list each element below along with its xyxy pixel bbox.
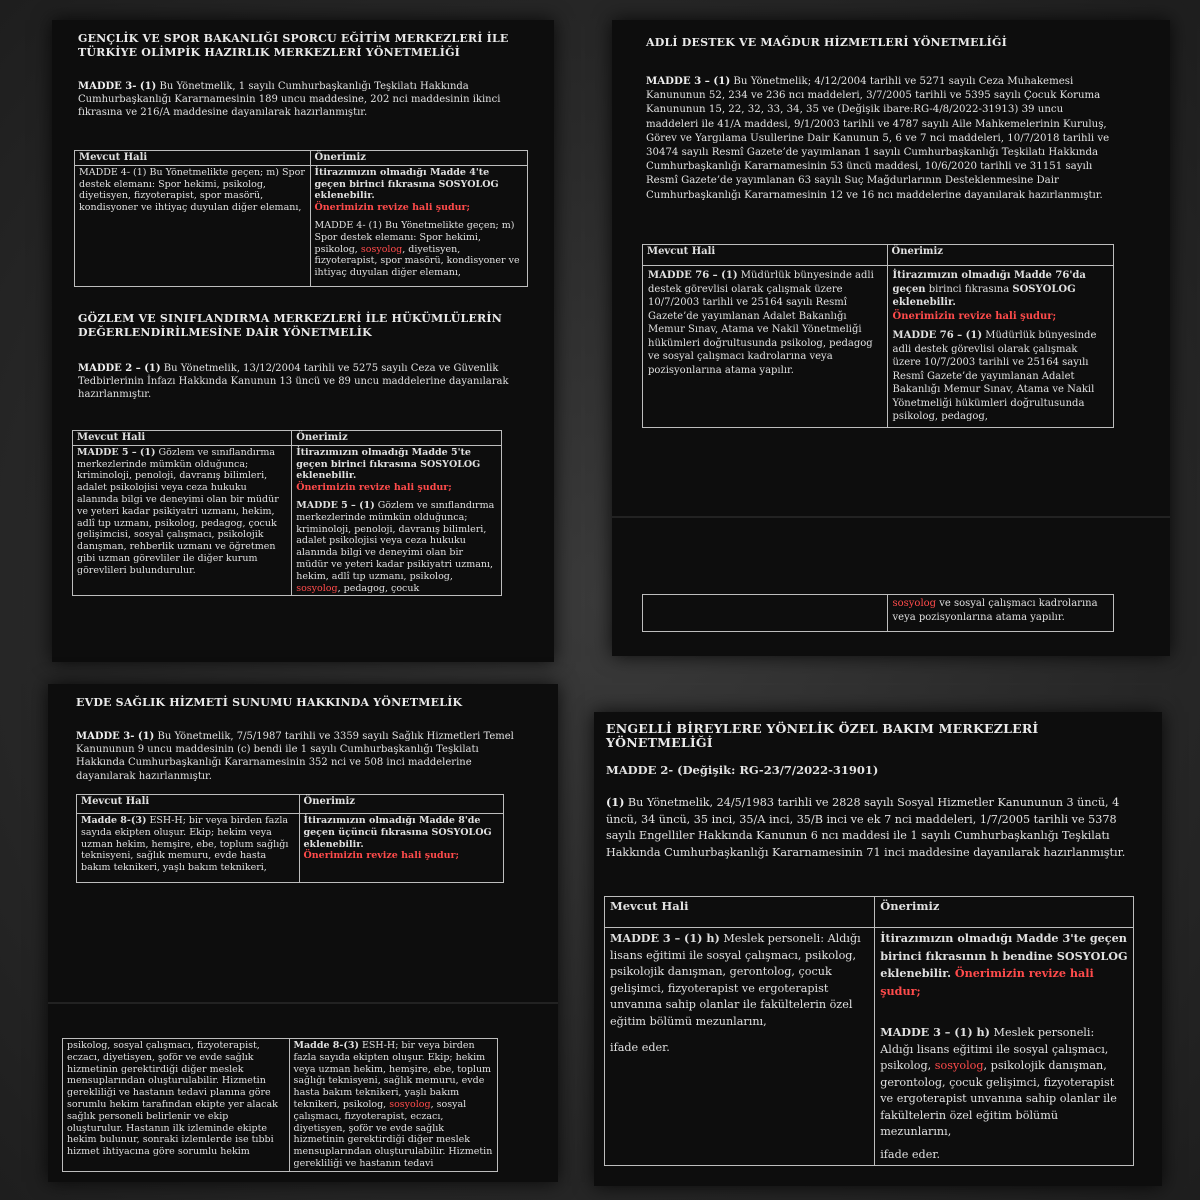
doc5-title: ENGELLİ BİREYLERE YÖNELİK ÖZEL BAKIM MERKEZLERİ YÖNETMELİĞİ — [606, 721, 1039, 750]
doc2-comparison-table — [72, 430, 502, 596]
doc4-right-cell: İtirazımızın olmadığı Madde 8'de geçen üçüncü fıkrasına SOSYOLOG eklenebilir. Önerimizin revize hali şudur; — [299, 814, 504, 883]
doc1-col-right: Önerimiz — [310, 151, 528, 166]
doc3-continuation-table — [642, 594, 1114, 632]
doc4-continuation-table — [62, 1038, 498, 1172]
doc2-col-right: Önerimiz — [292, 431, 502, 446]
doc4-left-cell: Madde 8-(3) ESH-H; bir veya birden fazla sayıda ekipten oluşur. Ekip; hekim veya uzman hekim, hemşire, ebe, toplum sağlığı teknisyeni, sağlık memuru, evde hasta bakım teknikeri, yaşlı bakım teknikeri, — [77, 814, 300, 883]
doc1-left-cell: MADDE 4- (1) Bu Yönetmelikte geçen; m) Spor destek elemanı: Spor hekimi, psikolog, diyetisyen, fizyoterapist, spor masörü, kondisyoner ve ihtiyaç duyulan diğer elemanı, — [75, 165, 311, 286]
doc5-right-cell: İtirazımızın olmadığı Madde 3'te geçen birinci fıkrasının h bendine SOSYOLOG eklenebilir. Önerimizin revize hali şudur; MADDE 3 – (1) h) Meslek personeli: Aldığı lisans eğitimi ile sosyal çalışmacı, psikolog, sosyolog, psikolojik danışman, gerontolog, çocuk gelişimci, fizyoterapist ve ergoterapist unvanına sahip olanlar ile fakültelerin özel eğitim bölümü mezunlarını, ifade eder. — [875, 928, 1134, 1166]
doc4-comparison-table — [76, 794, 504, 883]
doc4-col-right: Önerimiz — [299, 795, 504, 814]
doc3-cont-left-cell — [643, 595, 888, 632]
doc4-title: EVDE SAĞLIK HİZMETİ SUNUMU HAKKINDA YÖNETMELİK — [76, 696, 463, 709]
doc3-comparison-table — [642, 244, 1114, 428]
doc1-title: GENÇLİK VE SPOR BAKANLIĞI SPORCU EĞİTİM MERKEZLERİ İLE TÜRKİYE OLİMPİK HAZIRLIK MERKEZLERİ YÖNETMELİĞİ — [78, 32, 509, 59]
doc4-madde: MADDE 3- (1) Bu Yönetmelik, 7/5/1987 tarihli ve 3359 sayılı Sağlık Hizmetleri Temel Kanununun 9 uncu maddesinin (c) bendi ile 1 sayılı Cumhurbaşkanlığı Teşkilatı Hakkında Cumhurbaşkanlığı Kararnamesinin 352 nci ve 508 inci maddelerine dayanılarak hazırlanmıştır. — [76, 731, 514, 782]
doc-page-adli-destek — [612, 20, 1170, 656]
page-break-divider — [612, 516, 1170, 518]
doc3-left-cell: MADDE 76 – (1) Müdürlük bünyesinde adli destek görevlisi olarak çalışmak üzere 10/7/2003 tarihli ve 25164 sayılı Resmî Gazete’de yayımlanan Adalet Bakanlığı Memur Sınav, Atama ve Nakil Yönetmeliği hükümleri doğrultusunda psikolog, pedagog ve sosyal çalışmacı kadrolarına veya pozisyonlarına atama yapılır. — [643, 266, 888, 428]
doc5-paragraph: (1) Bu Yönetmelik, 24/5/1983 tarihli ve 2828 sayılı Sosyal Hizmetler Kanununun 3 üncü, 4 üncü, 34 üncü, 35 inci, 35/A inci, 35/B inci ve ek 7 nci maddeleri, 1/7/2005 tarihli ve 5378 sayılı Engelliler Hakkında Kanunun 6 ncı maddesi ile 1 sayılı Cumhurbaşkanlığı Teşkilatı Hakkında Cumhurbaşkanlığı Kararnamesinin 71 inci maddesine dayanılarak hazırlanmıştır. — [606, 795, 1126, 859]
doc4-col-left: Mevcut Hali — [77, 795, 300, 814]
doc3-title: ADLİ DESTEK VE MAĞDUR HİZMETLERİ YÖNETMELİĞİ — [646, 36, 1007, 49]
doc-page-sporcu-gozlem — [52, 20, 554, 662]
page-break-divider — [48, 1002, 558, 1004]
doc1-comparison-table — [74, 150, 528, 287]
doc5-col-left: Mevcut Hali — [605, 897, 875, 928]
doc2-right-cell: İtirazımızın olmadığı Madde 5'te geçen birinci fıkrasına SOSYOLOG eklenebilir. Önerimizin revize hali şudur; MADDE 5 – (1) Gözlem ve sınıflandırma merkezlerinde mümkün olduğunca; kriminoloji, penoloji, davranış bilimleri, adalet psikolojisi veya ceza hukuku alanında bilgi ve deneyimi olan bir müdür ve yeteri kadar psikiyatri uzmanı, hekim, adlî tıp uzmanı, psikolog, sosyolog, pedagog, çocuk — [292, 445, 502, 596]
doc2-left-cell: MADDE 5 – (1) Gözlem ve sınıflandırma merkezlerinde mümkün olduğunca; kriminoloji, penoloji, davranış bilimleri, adalet psikolojisi veya ceza hukuku alanında bilgi ve deneyimi olan bir müdür ve yeteri kadar psikiyatri uzmanı, hekim, adlî tıp uzmanı, psikolog, pedagog, çocuk gelişimcisi, sosyal çalışmacı, psikolojik danışman, rehberlik uzmanı ve öğretmen gibi uzman görevliler ile diğer kurum görevlileri bulundurulur. — [73, 445, 292, 596]
doc2-madde: MADDE 2 – (1) Bu Yönetmelik, 13/12/2004 tarihli ve 5275 sayılı Ceza ve Güvenlik Tedbirlerinin İnfazı Hakkında Kanunun 13 üncü ve 89 uncu maddelerine dayanılarak hazırlanmıştır. — [78, 363, 509, 401]
doc1-madde: MADDE 3- (1) Bu Yönetmelik, 1 sayılı Cumhurbaşkanlığı Teşkilatı Hakkında Cumhurbaşkanlığı Kararnamesinin 189 uncu maddesine, 202 nci maddesinin ikinci fıkrasına ve 216/A maddesine dayanılarak hazırlanmıştır. — [78, 81, 501, 119]
doc-page-engelli-bakim — [594, 712, 1162, 1186]
doc3-cont-right-cell: sosyolog ve sosyal çalışmacı kadrolarına veya pozisyonlarına atama yapılır. — [887, 595, 1114, 632]
doc5-col-right: Önerimiz — [875, 897, 1134, 928]
doc2-title: GÖZLEM VE SINIFLANDIRMA MERKEZLERİ İLE HÜKÜMLÜLERİN DEĞERLENDİRİLMESİNE DAİR YÖNETMELİK — [78, 312, 502, 339]
doc2-col-left: Mevcut Hali — [73, 431, 292, 446]
doc1-col-left: Mevcut Hali — [75, 151, 311, 166]
doc3-col-right: Önerimiz — [887, 245, 1114, 266]
doc1-right-cell: İtirazımızın olmadığı Madde 4'te geçen birinci fıkrasına SOSYOLOG eklenebilir. Önerimizin revize hali şudur; MADDE 4- (1) Bu Yönetmelikte geçen; m) Spor destek elemanı: Spor hekimi, psikolog, sosyolog, diyetisyen, fizyoterapist, spor masörü, kondisyoner ve ihtiyaç duyulan diğer elemanı, — [310, 165, 528, 286]
doc4-cont-right-cell: Madde 8-(3) ESH-H; bir veya birden fazla sayıda ekipten oluşur. Ekip; hekim veya uzman hekim, hemşire, ebe, toplum sağlığı teknisyeni, sağlık memuru, evde hasta bakım teknikeri, yaşlı bakım teknikeri, psikolog, sosyolog, sosyal çalışmacı, fizyoterapist, eczacı, diyetisyen, şoför ve evde sağlık hizmetinin gerektirdiği diğer meslek mensuplarından oluşturulabilir. Hizmetin gerekliliği ve hastanın tedavi — [289, 1039, 498, 1172]
doc5-left-cell: MADDE 3 – (1) h) Meslek personeli: Aldığı lisans eğitimi ile sosyal çalışmacı, psikolog, psikolojik danışman, gerontolog, çocuk gelişimci, fizyoterapist ve ergoterapist unvanına sahip olanlar ile fakültelerin özel eğitim bölümü mezunlarını, ifade eder. — [605, 928, 875, 1166]
doc5-comparison-table — [604, 896, 1134, 1166]
doc3-right-cell: İtirazımızın olmadığı Madde 76'da geçen birinci fıkrasına SOSYOLOG eklenebilir. Önerimizin revize hali şudur; MADDE 76 – (1) Müdürlük bünyesinde adli destek görevlisi olarak çalışmak üzere 10/7/2003 tarihli ve 25164 sayılı Resmî Gazete’de yayımlanan Adalet Bakanlığı Memur Sınav, Atama ve Nakil Yönetmeliği hükümleri doğrultusunda psikolog, pedagog, — [887, 266, 1114, 428]
doc5-madde-head: MADDE 2- (Değişik: RG-23/7/2022-31901) — [606, 763, 879, 777]
doc3-col-left: Mevcut Hali — [643, 245, 888, 266]
doc3-madde: MADDE 3 – (1) Bu Yönetmelik; 4/12/2004 tarihli ve 5271 sayılı Ceza Muhakemesi Kanununun 52, 234 ve 236 ncı maddeleri, 3/7/2005 tarihli ve 5395 sayılı Çocuk Koruma Kanununun 15, 22, 32, 33, 34, 35 ve (Değişik ibare:RG-4/8/2022-31913) 39 uncu maddeleri ile 41/A maddesi, 9/1/2003 tarihli ve 4787 sayılı Aile Mahkemelerinin Kuruluş, Görev ve Yargılama Usullerine Dair Kanunun 5, 6 ve 7 nci maddeleri, 10/7/2018 tarihli ve 30474 sayılı Resmî Gazete’de yayımlanan 1 sayılı Cumhurbaşkanlığı Teşkilatı Hakkında Cumhurbaşkanlığı Kararnamesinin 53 üncü maddesi, 10/6/2020 tarihli ve 31151 sayılı Resmî Gazete’de yayımlanan 63 sayılı Suç Mağdurlarının Desteklenmesine Dair Cumhurbaşkanlığı Kararnamesinin 12 ve 16 ncı maddelerine dayanılarak hazırlanmıştır. — [646, 75, 1110, 201]
doc4-cont-left-cell: psikolog, sosyal çalışmacı, fizyoterapist, eczacı, diyetisyen, şoför ve evde sağlık hizmetinin gerektirdiği diğer meslek mensuplarından oluşturulabilir. Hizmetin gerekliliği ve hastanın tedavi planına göre sorumlu hekim tarafından ekipte yer alacak sağlık personeli belirlenir ve ekip oluşturulur. Hastanın ilk izleminde ekipte hekim bulunur, sonraki izlemlerde ise tıbbi hizmet ihtiyacına göre sorumlu hekim — [63, 1039, 290, 1172]
doc-page-evde-saglik — [48, 684, 558, 1182]
